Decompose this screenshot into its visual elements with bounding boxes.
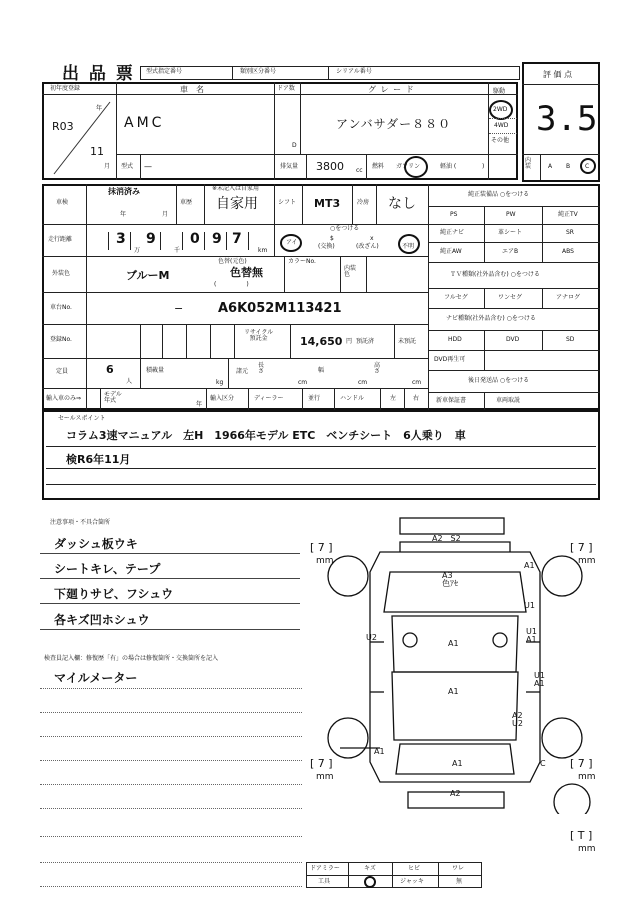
sales-point-line1: コラム3速マニュアル 左H 1966年モデル ETC ベンチシート 6人乗り 車 [66,429,466,442]
category-label: 類別区分番号 [240,68,277,75]
model-code: — [144,162,152,171]
first-reg-label: 初年度登録 [50,85,81,92]
tv-type-title: ＴＶ種類(社外品含む) ○をつける [450,271,540,278]
rear-a-label: A1 [452,759,463,768]
repaint-status: 色替無 [230,266,263,279]
sales-point-label: セールスポイント [58,415,106,422]
car-name-label: 車 名 [180,85,204,94]
note-item-4: 各キズ凹ホシュウ [54,613,150,627]
grade-label: グ レ ー ド [368,85,415,94]
grade-score: 3.5 [536,99,598,139]
notes-label: 注意事項・不具合箇所 [50,519,111,526]
tread-rr: [ 7 ] [570,757,593,770]
front-bumper-label: A2 S2 [432,534,461,543]
sales-point-line2: 検R6年11月 [66,453,131,466]
car-name: AMC [124,115,165,131]
recycle-fee: 14,650 [300,335,343,348]
usage-history: 自家用 [216,196,258,212]
displacement: 3800 [316,160,344,173]
roof-left-label: U2 [366,633,377,642]
navi-type-title: ナビ種類(社外品含む) ○をつける [446,315,536,322]
fuel-circle [404,156,428,178]
slash-divider [44,96,116,180]
drive-circle [489,100,513,120]
aircon: なし [388,196,416,212]
rear-bumper-label: A2 [450,789,461,798]
page-title: 出 品 票 [62,64,135,84]
id-strip [140,66,520,80]
tread-fl: [ 7 ] [310,541,333,554]
fl-fender-label: A1 [524,561,535,570]
type-approval-label: 型式指定番号 [146,68,183,75]
capacity: 6 [106,363,114,376]
rear-c-label: C [540,759,546,768]
center-b-label: A1 [448,687,459,696]
center-a-label: A1 [448,639,459,648]
grade-name: アンバサダー８８０ [336,117,452,131]
unknown-circle [398,234,420,254]
after-title: 後日発送品 ○をつける [468,377,530,384]
spare-tire: [ T ] [570,829,593,842]
interior-circle [580,158,596,174]
first-reg-year: R03 [52,120,74,133]
rear-left-label: A1 [374,747,385,756]
inspector-note: マイルメーター [54,671,138,685]
chassis-number: A6K052M113421 [218,301,342,316]
note-item-3: 下廻りサビ、フシュウ [54,587,174,601]
shaken-status: 抹消済み [108,187,140,196]
score-label: 評 価 点 [543,70,573,79]
odometer-circle [280,234,302,252]
fl-door-label: U1 [524,601,535,610]
rl-fender-label: A2 U2 [512,711,523,728]
inspector-label: 検査員記入欄：修復歴「有」の場合は修復箇所・交換箇所を記入 [44,655,219,662]
rl-door-label: U1 A1 [534,671,545,688]
tread-fr: [ 7 ] [570,541,593,554]
first-reg-month: 11 [90,145,104,158]
genuine-equipment-title: 純正装備品 ○をつける [468,191,530,198]
note-item-2: シートキレ、テープ [54,562,161,576]
serial-label: シリアル番号 [336,68,372,75]
note-item-1: ダッシュ板ウキ [54,537,138,551]
tools-circle [364,876,376,888]
shift: MT3 [314,197,341,210]
hood-label: A3 色ｱｾ [442,571,458,588]
car-damage-diagram [320,512,592,814]
fl-door2-label: U1 A1 [526,627,537,644]
exterior-color: ブルーM [126,269,170,282]
tread-rl: [ 7 ] [310,757,333,770]
